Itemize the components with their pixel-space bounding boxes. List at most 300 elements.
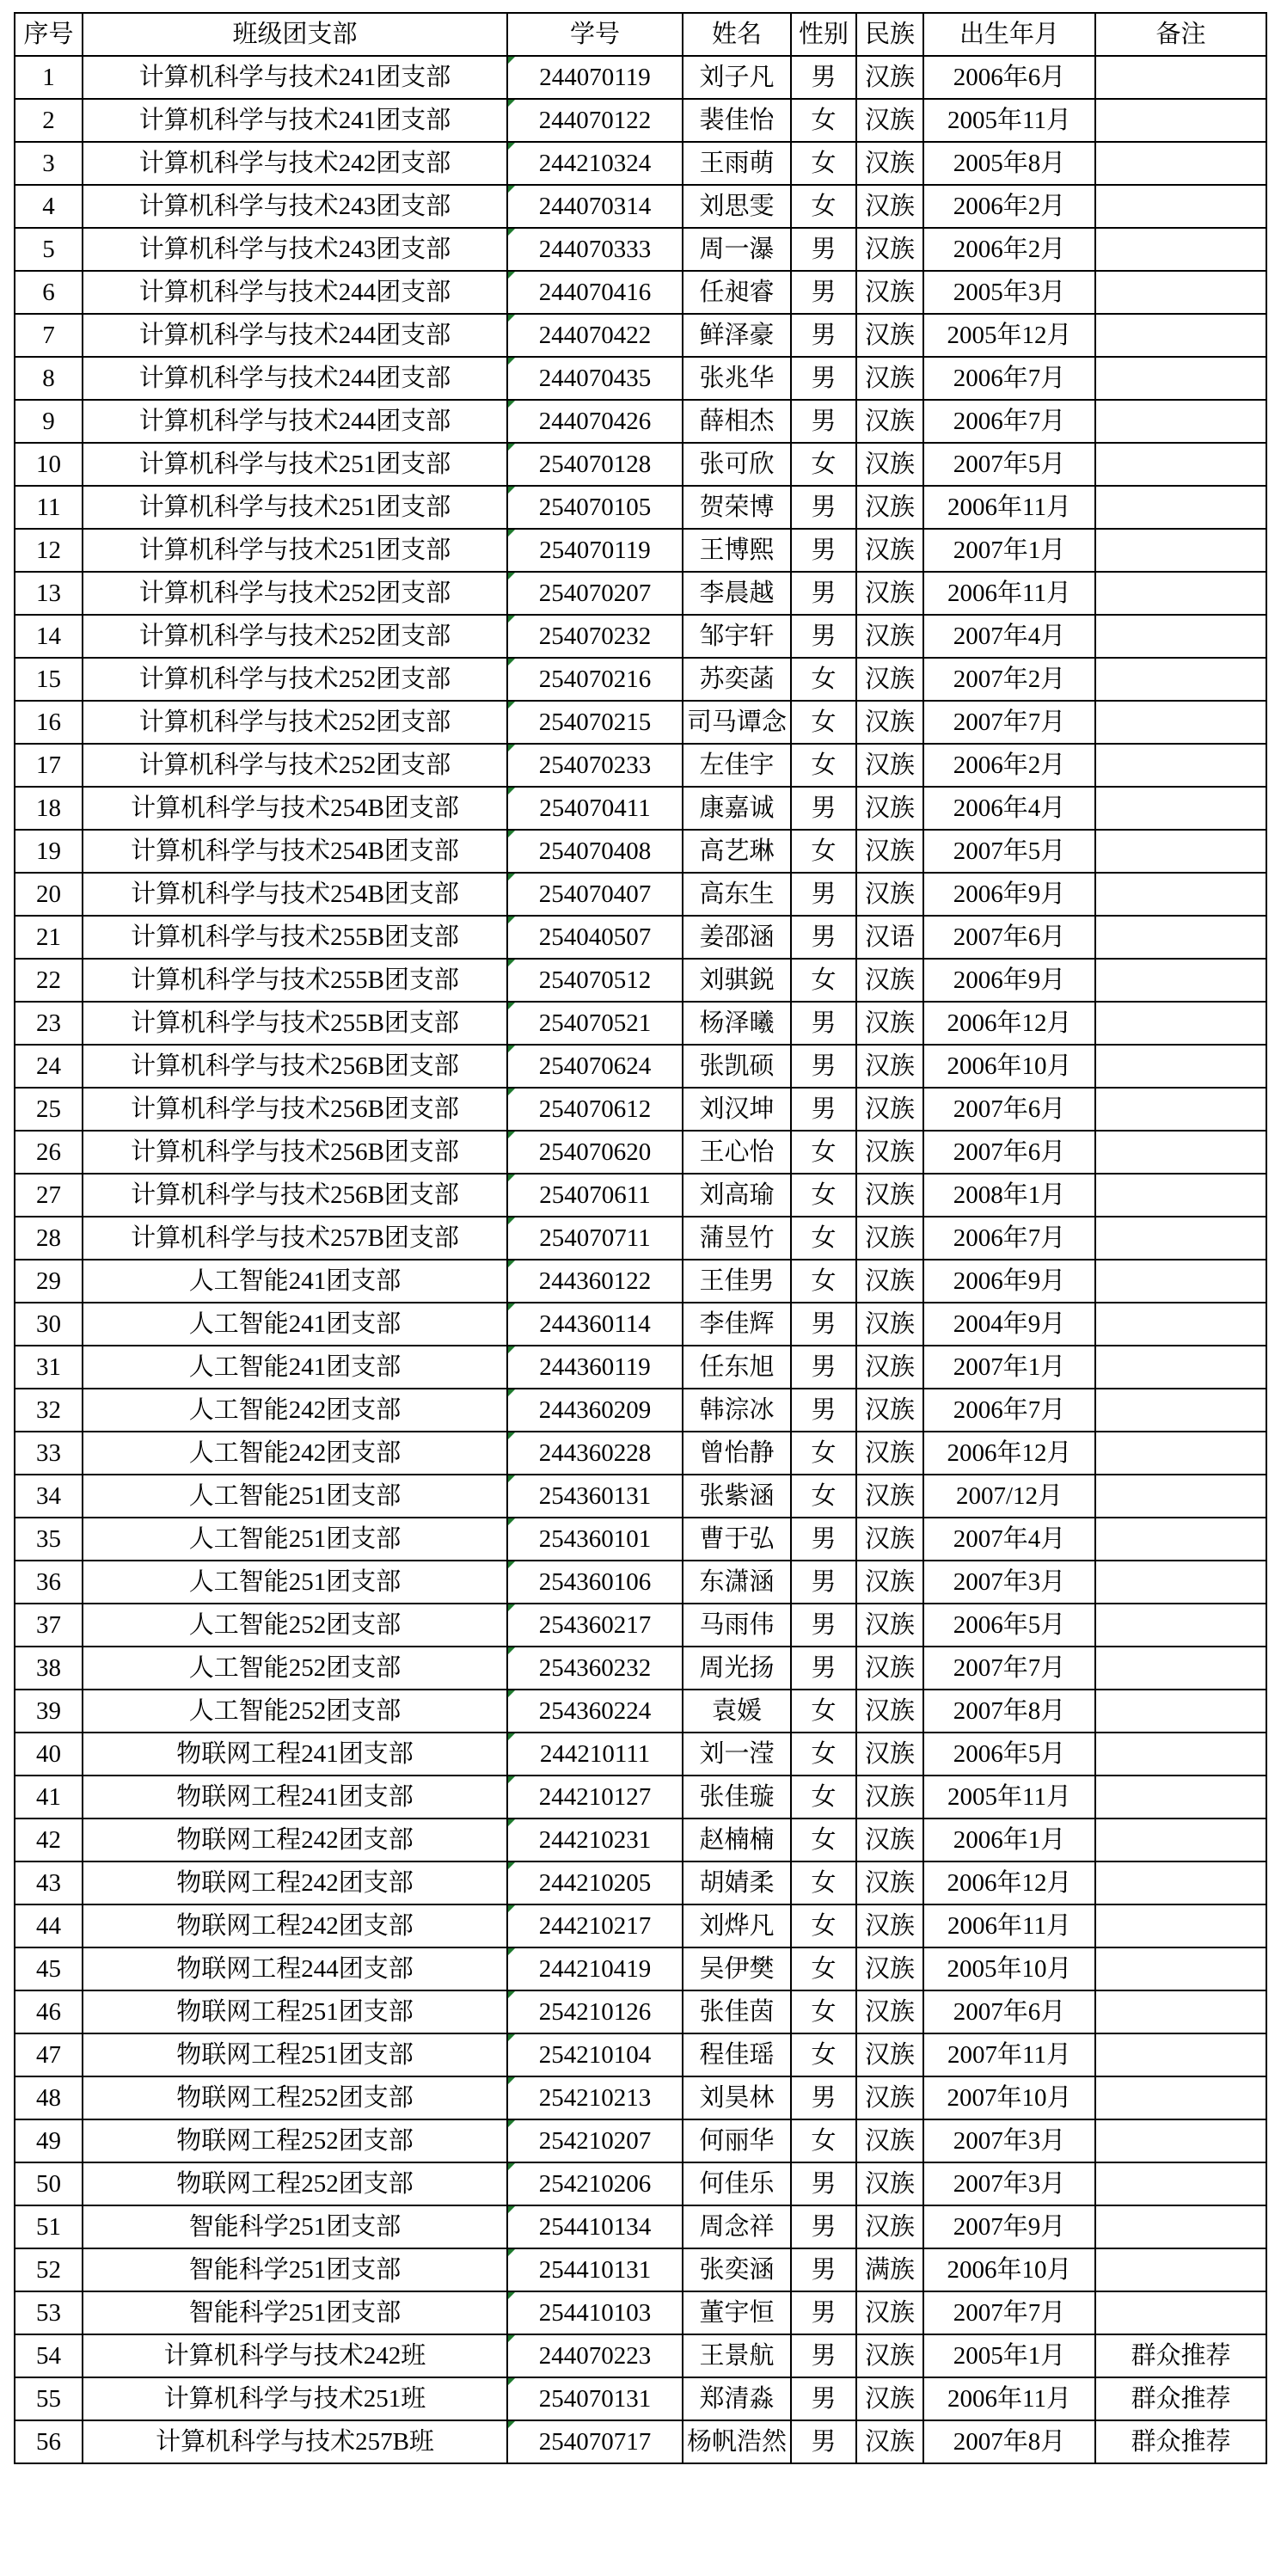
cell-birth-date: 2007年5月	[923, 830, 1095, 873]
cell-name: 张佳茵	[683, 1990, 791, 2033]
cell-student-id: 254070521	[507, 1002, 683, 1045]
cell-branch: 人工智能242团支部	[83, 1389, 507, 1432]
cell-gender: 男	[791, 2076, 856, 2119]
cell-branch: 计算机科学与技术254B团支部	[83, 873, 507, 916]
cell-student-id: 244360122	[507, 1260, 683, 1303]
cell-birth-date: 2006年4月	[923, 787, 1095, 830]
cell-ethnicity: 汉族	[856, 2162, 923, 2205]
cell-birth-date: 2006年10月	[923, 1045, 1095, 1088]
cell-remarks	[1095, 1690, 1266, 1733]
cell-ethnicity: 汉族	[856, 529, 923, 572]
cell-branch: 计算机科学与技术243团支部	[83, 228, 507, 271]
cell-name: 刘一滢	[683, 1733, 791, 1776]
cell-gender: 男	[791, 2420, 856, 2463]
cell-birth-date: 2006年6月	[923, 56, 1095, 99]
cell-remarks	[1095, 1947, 1266, 1990]
table-row	[15, 1561, 1266, 1604]
cell-branch: 计算机科学与技术243团支部	[83, 185, 507, 228]
cell-remarks	[1095, 658, 1266, 701]
cell-index: 40	[15, 1733, 83, 1776]
cell-name: 李晨越	[683, 572, 791, 615]
cell-remarks	[1095, 572, 1266, 615]
cell-remarks	[1095, 400, 1266, 443]
cell-gender: 男	[791, 572, 856, 615]
cell-name: 王佳男	[683, 1260, 791, 1303]
cell-name: 左佳宇	[683, 744, 791, 787]
cell-name: 蒲昱竹	[683, 1217, 791, 1260]
cell-ethnicity: 汉族	[856, 1045, 923, 1088]
cell-name: 程佳瑶	[683, 2033, 791, 2076]
cell-ethnicity: 汉族	[856, 572, 923, 615]
cell-index: 50	[15, 2162, 83, 2205]
cell-student-id: 244210205	[507, 1861, 683, 1904]
cell-branch: 计算机科学与技术254B团支部	[83, 787, 507, 830]
cell-gender: 女	[791, 2119, 856, 2162]
cell-gender: 男	[791, 1045, 856, 1088]
cell-name: 刘思雯	[683, 185, 791, 228]
cell-index: 37	[15, 1604, 83, 1647]
cell-student-id: 254410134	[507, 2205, 683, 2248]
cell-name: 杨帆浩然	[683, 2420, 791, 2463]
table-row	[15, 1303, 1266, 1346]
cell-ethnicity: 汉族	[856, 2377, 923, 2420]
cell-branch: 计算机科学与技术252团支部	[83, 572, 507, 615]
cell-index: 22	[15, 959, 83, 1002]
table-row	[15, 1733, 1266, 1776]
table-row	[15, 185, 1266, 228]
cell-ethnicity: 汉族	[856, 2033, 923, 2076]
cell-student-id: 254210126	[507, 1990, 683, 2033]
cell-ethnicity: 汉族	[856, 357, 923, 400]
cell-student-id: 244360114	[507, 1303, 683, 1346]
cell-ethnicity: 满族	[856, 2248, 923, 2291]
cell-index: 5	[15, 228, 83, 271]
cell-gender: 男	[791, 1647, 856, 1690]
cell-student-id: 254210213	[507, 2076, 683, 2119]
cell-remarks	[1095, 1819, 1266, 1861]
cell-branch: 计算机科学与技术257B团支部	[83, 1217, 507, 1260]
cell-index: 6	[15, 271, 83, 314]
cell-name: 刘烨凡	[683, 1904, 791, 1947]
cell-gender: 女	[791, 1432, 856, 1475]
cell-branch: 计算机科学与技术252团支部	[83, 615, 507, 658]
cell-ethnicity: 汉族	[856, 1346, 923, 1389]
cell-branch: 计算机科学与技术254B团支部	[83, 830, 507, 873]
cell-gender: 男	[791, 1346, 856, 1389]
cell-ethnicity: 汉族	[856, 1561, 923, 1604]
cell-ethnicity: 汉族	[856, 1088, 923, 1131]
cell-ethnicity: 汉族	[856, 1604, 923, 1647]
cell-birth-date: 2005年10月	[923, 1947, 1095, 1990]
cell-branch: 人工智能251团支部	[83, 1561, 507, 1604]
cell-index: 49	[15, 2119, 83, 2162]
cell-ethnicity: 汉族	[856, 1260, 923, 1303]
cell-birth-date: 2006年2月	[923, 744, 1095, 787]
table-row	[15, 1432, 1266, 1475]
cell-gender: 女	[791, 1475, 856, 1518]
cell-ethnicity: 汉族	[856, 1904, 923, 1947]
table-row	[15, 2162, 1266, 2205]
cell-ethnicity: 汉族	[856, 486, 923, 529]
cell-index: 51	[15, 2205, 83, 2248]
cell-gender: 女	[791, 1690, 856, 1733]
table-row	[15, 1690, 1266, 1733]
cell-name: 贺荣博	[683, 486, 791, 529]
cell-branch: 物联网工程242团支部	[83, 1861, 507, 1904]
cell-branch: 计算机科学与技术251团支部	[83, 486, 507, 529]
cell-student-id: 244070223	[507, 2334, 683, 2377]
cell-birth-date: 2007年11月	[923, 2033, 1095, 2076]
cell-gender: 男	[791, 1561, 856, 1604]
cell-ethnicity: 汉族	[856, 873, 923, 916]
cell-branch: 人工智能251团支部	[83, 1475, 507, 1518]
cell-remarks	[1095, 830, 1266, 873]
cell-gender: 男	[791, 314, 856, 357]
cell-birth-date: 2005年11月	[923, 99, 1095, 142]
table-row	[15, 1088, 1266, 1131]
cell-index: 30	[15, 1303, 83, 1346]
cell-branch: 计算机科学与技术251团支部	[83, 529, 507, 572]
table-row	[15, 400, 1266, 443]
cell-remarks	[1095, 744, 1266, 787]
cell-branch: 智能科学251团支部	[83, 2205, 507, 2248]
cell-index: 7	[15, 314, 83, 357]
cell-name: 东潇涵	[683, 1561, 791, 1604]
cell-remarks	[1095, 1776, 1266, 1819]
cell-branch: 物联网工程252团支部	[83, 2119, 507, 2162]
cell-branch: 人工智能241团支部	[83, 1303, 507, 1346]
cell-ethnicity: 汉族	[856, 787, 923, 830]
cell-index: 31	[15, 1346, 83, 1389]
cell-gender: 男	[791, 787, 856, 830]
cell-remarks	[1095, 1990, 1266, 2033]
cell-branch: 物联网工程241团支部	[83, 1733, 507, 1776]
cell-index: 16	[15, 701, 83, 744]
cell-branch: 计算机科学与技术242班	[83, 2334, 507, 2377]
cell-student-id: 254070233	[507, 744, 683, 787]
table-row	[15, 830, 1266, 873]
cell-remarks	[1095, 1045, 1266, 1088]
cell-birth-date: 2007年7月	[923, 2291, 1095, 2334]
cell-student-id: 254410103	[507, 2291, 683, 2334]
cell-ethnicity: 汉族	[856, 1002, 923, 1045]
cell-gender: 男	[791, 228, 856, 271]
cell-gender: 女	[791, 142, 856, 185]
table-row	[15, 56, 1266, 99]
cell-index: 42	[15, 1819, 83, 1861]
cell-remarks	[1095, 1131, 1266, 1174]
cell-name: 马雨伟	[683, 1604, 791, 1647]
cell-branch: 计算机科学与技术251班	[83, 2377, 507, 2420]
cell-name: 董宇恒	[683, 2291, 791, 2334]
cell-index: 10	[15, 443, 83, 486]
cell-student-id: 254070411	[507, 787, 683, 830]
cell-index: 35	[15, 1518, 83, 1561]
cell-student-id: 254410131	[507, 2248, 683, 2291]
cell-branch: 计算机科学与技术242团支部	[83, 142, 507, 185]
cell-student-id: 244070426	[507, 400, 683, 443]
cell-birth-date: 2005年12月	[923, 314, 1095, 357]
cell-index: 34	[15, 1475, 83, 1518]
cell-remarks	[1095, 2248, 1266, 2291]
cell-index: 14	[15, 615, 83, 658]
cell-branch: 人工智能241团支部	[83, 1260, 507, 1303]
cell-remarks	[1095, 271, 1266, 314]
cell-ethnicity: 汉族	[856, 2291, 923, 2334]
cell-student-id: 244360209	[507, 1389, 683, 1432]
table-row	[15, 1131, 1266, 1174]
cell-index: 45	[15, 1947, 83, 1990]
cell-student-id: 254210104	[507, 2033, 683, 2076]
cell-ethnicity: 汉族	[856, 1690, 923, 1733]
cell-gender: 男	[791, 916, 856, 959]
cell-branch: 计算机科学与技术255B团支部	[83, 916, 507, 959]
cell-ethnicity: 汉语	[856, 916, 923, 959]
cell-remarks	[1095, 787, 1266, 830]
cell-ethnicity: 汉族	[856, 1174, 923, 1217]
cell-remarks	[1095, 1088, 1266, 1131]
cell-index: 55	[15, 2377, 83, 2420]
cell-gender: 女	[791, 1131, 856, 1174]
cell-student-id: 254070711	[507, 1217, 683, 1260]
cell-name: 李佳辉	[683, 1303, 791, 1346]
cell-index: 8	[15, 357, 83, 400]
cell-branch: 物联网工程244团支部	[83, 1947, 507, 1990]
cell-gender: 男	[791, 2248, 856, 2291]
cell-ethnicity: 汉族	[856, 400, 923, 443]
cell-student-id: 254070611	[507, 1174, 683, 1217]
cell-remarks	[1095, 1303, 1266, 1346]
cell-branch: 物联网工程241团支部	[83, 1776, 507, 1819]
table-row	[15, 2205, 1266, 2248]
cell-index: 32	[15, 1389, 83, 1432]
cell-remarks	[1095, 1432, 1266, 1475]
cell-gender: 男	[791, 2205, 856, 2248]
table-row	[15, 658, 1266, 701]
header-name: 姓名	[683, 13, 791, 56]
cell-birth-date: 2006年5月	[923, 1604, 1095, 1647]
cell-name: 周光扬	[683, 1647, 791, 1690]
table-row	[15, 1174, 1266, 1217]
cell-remarks	[1095, 529, 1266, 572]
cell-index: 33	[15, 1432, 83, 1475]
cell-name: 刘高瑜	[683, 1174, 791, 1217]
cell-name: 姜邵涵	[683, 916, 791, 959]
cell-gender: 女	[791, 1260, 856, 1303]
cell-gender: 女	[791, 744, 856, 787]
cell-branch: 物联网工程252团支部	[83, 2162, 507, 2205]
cell-index: 29	[15, 1260, 83, 1303]
cell-gender: 女	[791, 1776, 856, 1819]
cell-branch: 人工智能252团支部	[83, 1604, 507, 1647]
cell-gender: 男	[791, 1604, 856, 1647]
cell-remarks	[1095, 916, 1266, 959]
cell-name: 任昶睿	[683, 271, 791, 314]
cell-ethnicity: 汉族	[856, 1990, 923, 2033]
cell-student-id: 254360217	[507, 1604, 683, 1647]
cell-remarks	[1095, 701, 1266, 744]
cell-gender: 女	[791, 1947, 856, 1990]
header-ethnicity: 民族	[856, 13, 923, 56]
cell-ethnicity: 汉族	[856, 1947, 923, 1990]
cell-name: 张佳璇	[683, 1776, 791, 1819]
cell-branch: 物联网工程242团支部	[83, 1819, 507, 1861]
cell-index: 43	[15, 1861, 83, 1904]
cell-ethnicity: 汉族	[856, 2420, 923, 2463]
cell-student-id: 244210217	[507, 1904, 683, 1947]
cell-remarks	[1095, 443, 1266, 486]
table-row	[15, 2119, 1266, 2162]
cell-index: 47	[15, 2033, 83, 2076]
header-remarks: 备注	[1095, 13, 1266, 56]
cell-gender: 女	[791, 443, 856, 486]
cell-student-id: 244070435	[507, 357, 683, 400]
cell-index: 56	[15, 2420, 83, 2463]
cell-ethnicity: 汉族	[856, 1819, 923, 1861]
table-row	[15, 1346, 1266, 1389]
cell-remarks	[1095, 1346, 1266, 1389]
cell-birth-date: 2007年6月	[923, 916, 1095, 959]
cell-birth-date: 2007年7月	[923, 1647, 1095, 1690]
cell-student-id: 244070416	[507, 271, 683, 314]
cell-birth-date: 2006年7月	[923, 1389, 1095, 1432]
cell-gender: 女	[791, 1861, 856, 1904]
cell-index: 12	[15, 529, 83, 572]
cell-ethnicity: 汉族	[856, 1776, 923, 1819]
table-row	[15, 1647, 1266, 1690]
cell-gender: 男	[791, 1088, 856, 1131]
table-row	[15, 1260, 1266, 1303]
table-row	[15, 2334, 1266, 2377]
cell-birth-date: 2007年6月	[923, 1131, 1095, 1174]
cell-index: 3	[15, 142, 83, 185]
cell-gender: 女	[791, 1990, 856, 2033]
cell-ethnicity: 汉族	[856, 1861, 923, 1904]
cell-name: 刘子凡	[683, 56, 791, 99]
cell-ethnicity: 汉族	[856, 1432, 923, 1475]
cell-gender: 女	[791, 2033, 856, 2076]
table-row	[15, 615, 1266, 658]
cell-branch: 计算机科学与技术256B团支部	[83, 1131, 507, 1174]
cell-branch: 人工智能252团支部	[83, 1647, 507, 1690]
cell-index: 48	[15, 2076, 83, 2119]
cell-index: 23	[15, 1002, 83, 1045]
cell-remarks	[1095, 2033, 1266, 2076]
cell-index: 19	[15, 830, 83, 873]
cell-index: 36	[15, 1561, 83, 1604]
cell-ethnicity: 汉族	[856, 658, 923, 701]
cell-remarks	[1095, 1174, 1266, 1217]
cell-remarks	[1095, 1861, 1266, 1904]
cell-gender: 男	[791, 2162, 856, 2205]
cell-index: 20	[15, 873, 83, 916]
cell-ethnicity: 汉族	[856, 228, 923, 271]
cell-gender: 男	[791, 271, 856, 314]
cell-gender: 女	[791, 1904, 856, 1947]
cell-birth-date: 2006年11月	[923, 486, 1095, 529]
cell-gender: 女	[791, 959, 856, 1002]
cell-student-id: 254070717	[507, 2420, 683, 2463]
table-row	[15, 873, 1266, 916]
cell-index: 11	[15, 486, 83, 529]
cell-branch: 计算机科学与技术252团支部	[83, 658, 507, 701]
table-row	[15, 1518, 1266, 1561]
cell-birth-date: 2006年2月	[923, 228, 1095, 271]
table-row	[15, 99, 1266, 142]
cell-branch: 物联网工程252团支部	[83, 2076, 507, 2119]
cell-branch: 计算机科学与技术257B班	[83, 2420, 507, 2463]
table-row	[15, 916, 1266, 959]
table-row	[15, 1819, 1266, 1861]
cell-remarks	[1095, 615, 1266, 658]
cell-birth-date: 2007/12月	[923, 1475, 1095, 1518]
cell-remarks	[1095, 1518, 1266, 1561]
cell-student-id: 254360101	[507, 1518, 683, 1561]
cell-remarks: 群众推荐	[1095, 2377, 1266, 2420]
cell-gender: 男	[791, 486, 856, 529]
cell-remarks	[1095, 873, 1266, 916]
cell-birth-date: 2006年1月	[923, 1819, 1095, 1861]
cell-birth-date: 2007年3月	[923, 1561, 1095, 1604]
table-row	[15, 744, 1266, 787]
cell-ethnicity: 汉族	[856, 314, 923, 357]
cell-name: 王雨萌	[683, 142, 791, 185]
cell-remarks	[1095, 185, 1266, 228]
cell-student-id: 254070612	[507, 1088, 683, 1131]
cell-remarks	[1095, 99, 1266, 142]
cell-student-id: 254210207	[507, 2119, 683, 2162]
cell-student-id: 254360106	[507, 1561, 683, 1604]
cell-remarks: 群众推荐	[1095, 2420, 1266, 2463]
cell-student-id: 244210419	[507, 1947, 683, 1990]
cell-branch: 物联网工程251团支部	[83, 2033, 507, 2076]
cell-birth-date: 2007年8月	[923, 2420, 1095, 2463]
cell-birth-date: 2004年9月	[923, 1303, 1095, 1346]
table-row	[15, 443, 1266, 486]
cell-remarks	[1095, 1604, 1266, 1647]
cell-birth-date: 2005年1月	[923, 2334, 1095, 2377]
header-student-id: 学号	[507, 13, 683, 56]
cell-branch: 智能科学251团支部	[83, 2248, 507, 2291]
cell-student-id: 254360224	[507, 1690, 683, 1733]
cell-ethnicity: 汉族	[856, 185, 923, 228]
cell-birth-date: 2007年10月	[923, 2076, 1095, 2119]
cell-birth-date: 2007年6月	[923, 1088, 1095, 1131]
cell-student-id: 254070119	[507, 529, 683, 572]
cell-birth-date: 2006年7月	[923, 1217, 1095, 1260]
cell-ethnicity: 汉族	[856, 1733, 923, 1776]
table-row	[15, 1947, 1266, 1990]
cell-gender: 男	[791, 1389, 856, 1432]
cell-branch: 人工智能242团支部	[83, 1432, 507, 1475]
cell-name: 杨泽曦	[683, 1002, 791, 1045]
cell-index: 26	[15, 1131, 83, 1174]
cell-gender: 男	[791, 1002, 856, 1045]
cell-birth-date: 2006年11月	[923, 1904, 1095, 1947]
cell-index: 53	[15, 2291, 83, 2334]
table-row	[15, 271, 1266, 314]
cell-ethnicity: 汉族	[856, 443, 923, 486]
cell-name: 高东生	[683, 873, 791, 916]
cell-birth-date: 2007年8月	[923, 1690, 1095, 1733]
cell-index: 28	[15, 1217, 83, 1260]
table-row	[15, 357, 1266, 400]
cell-birth-date: 2007年1月	[923, 1346, 1095, 1389]
cell-remarks	[1095, 1475, 1266, 1518]
cell-birth-date: 2007年7月	[923, 701, 1095, 744]
cell-index: 46	[15, 1990, 83, 2033]
cell-birth-date: 2006年5月	[923, 1733, 1095, 1776]
